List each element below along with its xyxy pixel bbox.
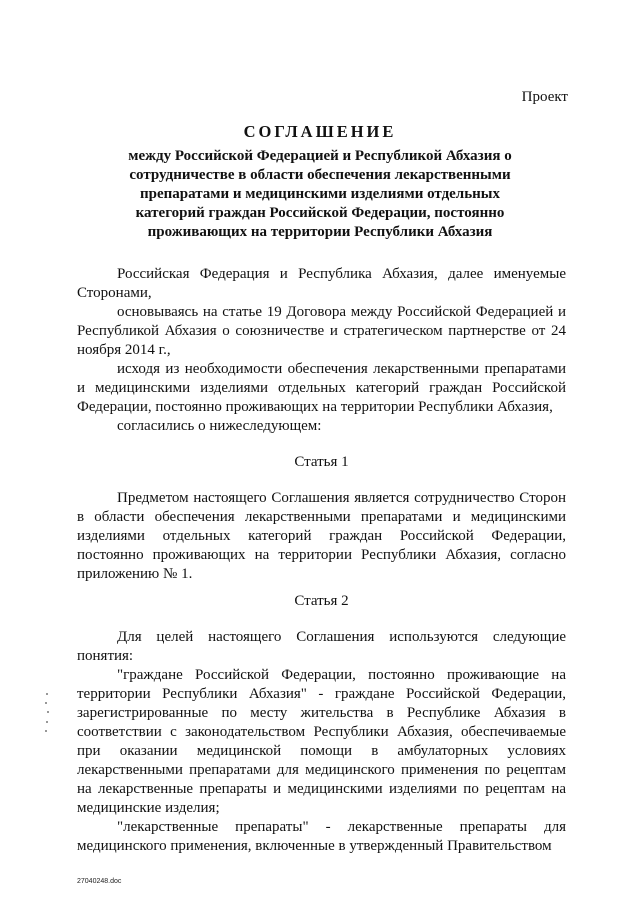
article-paragraph: Предметом настоящего Соглашения является сотрудничество Сторон в области обеспечения лекарственными препаратами и медицинскими изделиями отдельных категорий граждан Российской Федерации, постоянно проживающих на территории Республики Абхазия, согласно приложению № 1. (77, 490, 566, 582)
article-1 (77, 453, 566, 584)
document-title: СОГЛАШЕНИЕ (243, 122, 397, 141)
document-status: Проект (521, 89, 568, 105)
article-paragraph: Для целей настоящего Соглашения используются следующие понятия: (77, 629, 566, 664)
preamble-paragraph: Российская Федерация и Республика Абхазия, далее именуемые Сторонами, (77, 266, 566, 301)
scan-specks (45, 693, 49, 733)
definition-paragraph: "лекарственные препараты" - лекарственные препараты для медицинского применения, включенные в утвержденный Правительством (77, 819, 566, 854)
definition-paragraph: "граждане Российской Федерации, постоянно проживающие на территории Республики Абхазия" - граждане Российской Федерации, зарегистрированные по месту жительства в Республике Абхазия в соответствии с законодательством Республики Абхазия, обеспечиваемые при оказании медицинской помощи в амбулаторных условиях лекарственными препаратами для медицинского применения по рецептам на лекарственные препараты и медицинскими изделиями по рецептам на медицинские изделия; (77, 667, 566, 816)
preamble-paragraph: основываясь на статье 19 Договора между Российской Федерацией и Республикой Абхазия о союзничестве и стратегическом партнерстве от 24 ноября 2014 г., (77, 304, 566, 358)
preamble-paragraph: исходя из необходимости обеспечения лекарственными препаратами и медицинскими изделиями отдельных категорий граждан Российской Федерации, постоянно проживающих на территории Республики Абхазия, (77, 361, 566, 415)
article-heading: Статья 2 (294, 593, 349, 609)
preamble-paragraph: согласились о нижеследующем: (117, 418, 322, 434)
article-2 (77, 592, 566, 856)
footer-filename: 27040248.doc (77, 878, 122, 885)
document-subtitle: между Российской Федерацией и Республикой Абхазия о сотрудничестве в области обеспечения лекарственными препаратами и медицинскими изделиями отдельных категорий граждан Российской Федерации, постоянно проживающих на территории Республики Абхазия (128, 148, 512, 240)
article-heading: Статья 1 (294, 454, 349, 470)
preamble (77, 265, 566, 436)
